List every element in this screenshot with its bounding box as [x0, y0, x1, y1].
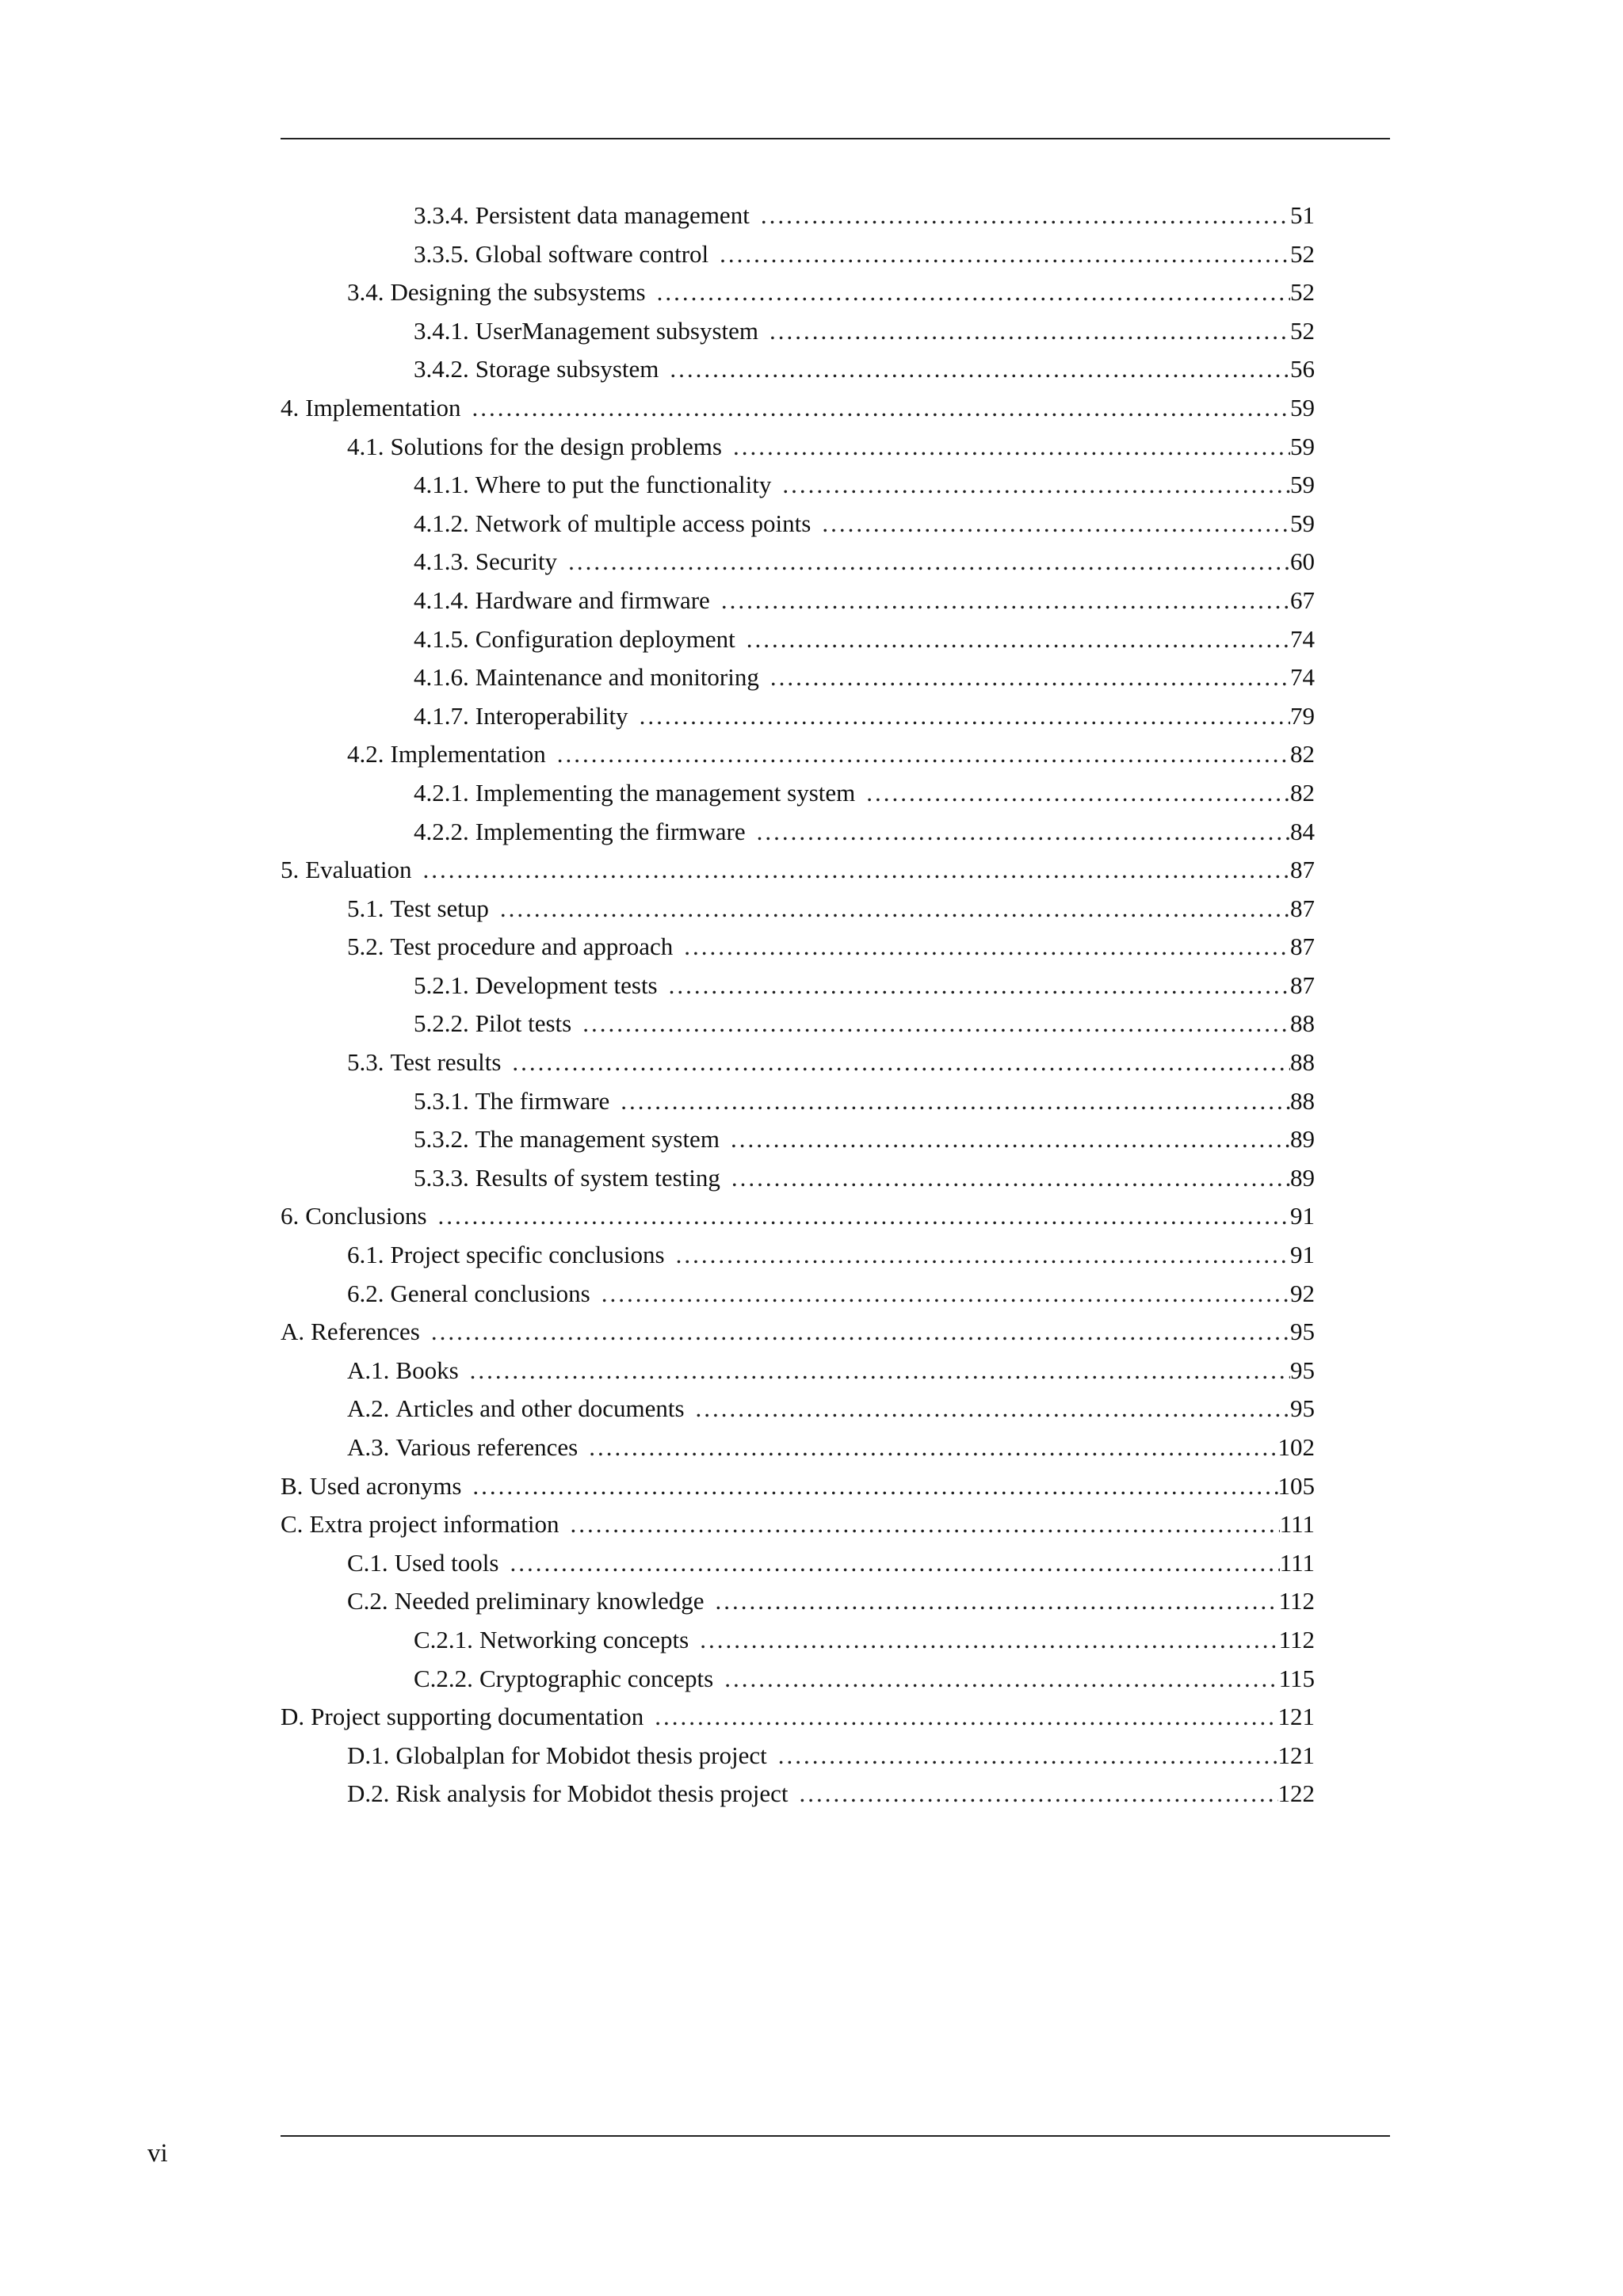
- toc-entry-page: 112: [1278, 1625, 1315, 1653]
- toc-entry-number: C.2.1.: [414, 1625, 473, 1653]
- toc-entry-title: Storage subsystem: [475, 355, 659, 383]
- toc-entry-title: Needed preliminary knowledge: [394, 1587, 705, 1615]
- dot-leader: [684, 928, 1290, 967]
- toc-entry[interactable]: [281, 350, 1315, 389]
- toc-entry-page: 74: [1290, 624, 1315, 653]
- dot-leader: [601, 1275, 1290, 1314]
- toc-entry-number: 5.3.: [347, 1048, 384, 1077]
- toc-entry-title: Networking concepts: [479, 1625, 689, 1653]
- dot-leader: [676, 1236, 1290, 1275]
- toc-entry-page: 52: [1290, 278, 1315, 307]
- toc-entry-title: Network of multiple access points: [475, 509, 812, 537]
- toc-entry-number: 6.2.: [347, 1279, 384, 1307]
- toc-entry-number: 6.1.: [347, 1241, 384, 1269]
- toc-entry-page: 82: [1290, 740, 1315, 769]
- dot-leader: [761, 196, 1290, 235]
- toc-entry-title: Implementation: [390, 740, 546, 769]
- dot-leader: [423, 851, 1290, 890]
- dot-leader: [512, 1043, 1290, 1082]
- toc-entry-title: Configuration deployment: [475, 624, 735, 653]
- toc-entry-number: 5.3.3.: [414, 1163, 469, 1192]
- toc-entry-number: 4.2.1.: [414, 778, 469, 807]
- toc-entry-title: Where to put the functionality: [475, 471, 772, 499]
- dot-leader: [731, 1159, 1290, 1198]
- dot-leader: [557, 735, 1290, 774]
- toc-entry-page: 122: [1277, 1779, 1315, 1808]
- toc-entry-page: 56: [1290, 355, 1315, 383]
- toc-entry-number: 3.3.5.: [414, 239, 469, 268]
- dot-leader: [510, 1544, 1279, 1583]
- toc-entry[interactable]: [281, 1660, 1315, 1699]
- toc-entry-title: Test setup: [390, 894, 489, 922]
- toc-entry-title: Articles and other documents: [395, 1394, 685, 1423]
- toc-entry-title: Test results: [390, 1048, 502, 1077]
- toc-entry-title: Evaluation: [305, 856, 412, 884]
- toc-entry-page: 95: [1290, 1318, 1315, 1346]
- toc-entry-title: Results of system testing: [475, 1163, 720, 1192]
- dot-leader: [778, 1737, 1278, 1775]
- toc-entry[interactable]: [281, 851, 1315, 890]
- toc-entry[interactable]: [281, 1775, 1315, 1814]
- header-rule: [281, 138, 1390, 139]
- toc-entry-page: 59: [1290, 509, 1315, 537]
- toc-entry-number: 4.1.2.: [414, 509, 469, 537]
- dot-leader: [438, 1197, 1290, 1236]
- toc-entry-page: 91: [1290, 1241, 1315, 1269]
- toc-entry-number: 5.2.1.: [414, 971, 469, 999]
- toc-entry-page: 59: [1290, 432, 1315, 460]
- toc-entry-title: UserManagement subsystem: [475, 316, 759, 345]
- toc-entry-page: 52: [1290, 239, 1315, 268]
- toc-entry-number: 5.2.2.: [414, 1009, 469, 1038]
- toc-entry[interactable]: [281, 273, 1315, 312]
- toc-entry[interactable]: [281, 1159, 1315, 1198]
- toc-entry-title: Maintenance and monitoring: [475, 663, 759, 692]
- toc-entry-title: Implementation: [305, 393, 461, 421]
- toc-entry-title: Persistent data management: [475, 201, 750, 229]
- dot-leader: [696, 1390, 1290, 1428]
- toc-entry-title: Global software control: [475, 239, 709, 268]
- toc-entry-title: Project specific conclusions: [390, 1241, 665, 1269]
- toc-entry-number: A.1.: [347, 1356, 390, 1384]
- toc-entry-title: Used tools: [394, 1548, 499, 1577]
- toc-entry-number: 4.2.2.: [414, 817, 469, 845]
- toc-entry-page: 111: [1279, 1510, 1315, 1539]
- toc-entry-number: A.2.: [347, 1394, 390, 1423]
- toc-entry-title: Interoperability: [475, 701, 628, 730]
- toc-entry[interactable]: [281, 735, 1315, 774]
- dot-leader: [571, 1505, 1280, 1544]
- toc-entry-page: 82: [1290, 778, 1315, 807]
- dot-leader: [568, 543, 1290, 582]
- toc-entry-title: Globalplan for Mobidot thesis project: [395, 1741, 767, 1769]
- toc-entry-number: 6.: [281, 1202, 300, 1230]
- toc-entry-title: General conclusions: [390, 1279, 590, 1307]
- toc-entry-number: 3.3.4.: [414, 201, 469, 229]
- dot-leader: [472, 1467, 1277, 1506]
- toc-entry[interactable]: [281, 1043, 1315, 1082]
- toc-entry-number: 4.1.: [347, 432, 384, 460]
- toc-entry[interactable]: [281, 1582, 1315, 1621]
- toc-entry[interactable]: [281, 466, 1315, 505]
- toc-entry-title: Cryptographic concepts: [479, 1664, 714, 1692]
- toc-entry-number: 4.1.1.: [414, 471, 469, 499]
- toc-entry-number: B.: [281, 1471, 304, 1500]
- toc-entry-page: 88: [1290, 1048, 1315, 1077]
- toc-entry-number: A.: [281, 1318, 305, 1346]
- toc-entry-title: Designing the subsystems: [390, 278, 646, 307]
- toc-entry[interactable]: [281, 774, 1315, 813]
- toc-entry-number: 5.1.: [347, 894, 384, 922]
- toc-entry-page: 89: [1290, 1125, 1315, 1154]
- dot-leader: [747, 620, 1290, 659]
- footer-rule: [281, 2135, 1390, 2137]
- toc-entry-page: 91: [1290, 1202, 1315, 1230]
- dot-leader: [731, 1120, 1290, 1159]
- toc-entry-page: 74: [1290, 663, 1315, 692]
- toc-entry-number: C.1.: [347, 1548, 388, 1577]
- toc-entry[interactable]: [281, 1120, 1315, 1159]
- toc-entry-title: Used acronyms: [309, 1471, 462, 1500]
- dot-leader: [582, 1005, 1290, 1043]
- toc-entry[interactable]: [281, 235, 1315, 274]
- page-number: vi: [147, 2139, 168, 2168]
- toc-entry[interactable]: [281, 196, 1315, 235]
- toc-entry[interactable]: [281, 813, 1315, 852]
- toc-entry-title: Books: [395, 1356, 459, 1384]
- toc-entry-title: Various references: [395, 1433, 579, 1461]
- toc-entry-number: 5.: [281, 856, 300, 884]
- toc-entry[interactable]: [281, 928, 1315, 967]
- toc-entry-title: The management system: [475, 1125, 720, 1154]
- toc-entry[interactable]: [281, 697, 1315, 736]
- toc-entry-number: 3.4.1.: [414, 316, 469, 345]
- toc-entry[interactable]: [281, 1275, 1315, 1314]
- toc-entry[interactable]: [281, 1621, 1315, 1660]
- toc-entry-title: Implementing the firmware: [475, 817, 746, 845]
- toc-entry-page: 67: [1290, 585, 1315, 614]
- dot-leader: [770, 658, 1290, 697]
- toc-entry[interactable]: [281, 1352, 1315, 1390]
- toc-entry-title: Implementing the management system: [475, 778, 856, 807]
- toc-entry-title: Hardware and firmware: [475, 585, 710, 614]
- toc-entry-number: D.: [281, 1703, 305, 1731]
- toc-entry-number: 4.: [281, 393, 300, 421]
- toc-entry-number: 4.1.5.: [414, 624, 469, 653]
- toc-entry-number: C.2.: [347, 1587, 388, 1615]
- toc-entry-page: 87: [1290, 933, 1315, 961]
- toc-entry-number: 4.2.: [347, 740, 384, 769]
- toc-entry-page: 87: [1290, 971, 1315, 999]
- toc-entry-page: 51: [1290, 201, 1315, 229]
- toc-entry[interactable]: [281, 620, 1315, 659]
- toc-entry-number: 4.1.3.: [414, 547, 469, 576]
- toc-entry[interactable]: [281, 1390, 1315, 1428]
- dot-leader: [716, 1582, 1279, 1621]
- dot-leader: [721, 582, 1290, 620]
- toc-entry-page: 121: [1277, 1703, 1315, 1731]
- toc-entry-page: 88: [1290, 1009, 1315, 1038]
- toc-entry-page: 88: [1290, 1086, 1315, 1115]
- toc-entry-number: D.2.: [347, 1779, 390, 1808]
- toc-entry-page: 59: [1290, 471, 1315, 499]
- dot-leader: [769, 312, 1290, 351]
- toc-entry[interactable]: [281, 1428, 1315, 1467]
- dot-leader: [799, 1775, 1277, 1814]
- dot-leader: [500, 890, 1290, 929]
- toc-entry-page: 52: [1290, 316, 1315, 345]
- toc-entry-title: The firmware: [475, 1086, 610, 1115]
- toc-entry-number: 5.3.1.: [414, 1086, 469, 1115]
- toc-entry[interactable]: [281, 505, 1315, 543]
- toc-entry-page: 87: [1290, 894, 1315, 922]
- toc-entry-number: D.1.: [347, 1741, 390, 1769]
- toc-entry-title: Security: [475, 547, 558, 576]
- dot-leader: [670, 350, 1290, 389]
- toc-entry-title: Pilot tests: [475, 1009, 572, 1038]
- toc-entry-number: 3.4.2.: [414, 355, 469, 383]
- dot-leader: [431, 1313, 1290, 1352]
- toc-entry[interactable]: [281, 543, 1315, 582]
- toc-entry-page: 87: [1290, 856, 1315, 884]
- dot-leader: [655, 1698, 1277, 1737]
- toc-entry[interactable]: [281, 1467, 1315, 1506]
- toc-entry[interactable]: [281, 1698, 1315, 1737]
- toc-entry-page: 60: [1290, 547, 1315, 576]
- toc-entry-title: Extra project information: [309, 1510, 559, 1539]
- toc-entry[interactable]: [281, 1082, 1315, 1121]
- dot-leader: [757, 813, 1290, 852]
- toc-entry-page: 59: [1290, 393, 1315, 421]
- toc-entry[interactable]: [281, 1737, 1315, 1775]
- toc-entry-page: 95: [1290, 1356, 1315, 1384]
- toc-entry-page: 84: [1290, 817, 1315, 845]
- toc-entry-page: 112: [1278, 1587, 1315, 1615]
- dot-leader: [640, 697, 1290, 736]
- dot-leader: [733, 428, 1290, 467]
- toc-entry-page: 95: [1290, 1394, 1315, 1423]
- toc-entry-title: Development tests: [475, 971, 658, 999]
- toc-entry[interactable]: [281, 1005, 1315, 1043]
- dot-leader: [470, 1352, 1290, 1390]
- toc-entry-page: 79: [1290, 701, 1315, 730]
- toc-entry-title: Solutions for the design problems: [390, 432, 722, 460]
- toc-entry-number: C.: [281, 1510, 304, 1539]
- toc-entry-page: 102: [1277, 1433, 1315, 1461]
- toc-entry[interactable]: [281, 890, 1315, 929]
- toc-entry[interactable]: [281, 1197, 1315, 1236]
- dot-leader: [724, 1660, 1278, 1699]
- toc-entry-number: C.2.2.: [414, 1664, 473, 1692]
- dot-leader: [720, 235, 1290, 274]
- toc-entry-number: 4.1.4.: [414, 585, 469, 614]
- toc-entry-title: Conclusions: [305, 1202, 427, 1230]
- toc-entry-page: 92: [1290, 1279, 1315, 1307]
- dot-leader: [657, 273, 1290, 312]
- toc-entry-number: 4.1.7.: [414, 701, 469, 730]
- dot-leader: [621, 1082, 1290, 1121]
- table-of-contents: [281, 196, 1315, 1814]
- toc-entry-number: 5.3.2.: [414, 1125, 469, 1154]
- toc-entry[interactable]: [281, 428, 1315, 467]
- dot-leader: [700, 1621, 1278, 1660]
- toc-entry-page: 121: [1277, 1741, 1315, 1769]
- toc-entry-title: Test procedure and approach: [390, 933, 674, 961]
- toc-entry[interactable]: [281, 1313, 1315, 1352]
- toc-entry-number: 4.1.6.: [414, 663, 469, 692]
- dot-leader: [589, 1428, 1277, 1467]
- toc-entry[interactable]: [281, 1544, 1315, 1583]
- toc-entry-number: 3.4.: [347, 278, 384, 307]
- toc-entry-number: 5.2.: [347, 933, 384, 961]
- dot-leader: [669, 967, 1290, 1005]
- dot-leader: [782, 466, 1290, 505]
- dot-leader: [472, 389, 1290, 428]
- toc-entry[interactable]: [281, 389, 1315, 428]
- toc-entry-title: References: [311, 1318, 420, 1346]
- toc-entry[interactable]: [281, 1505, 1315, 1544]
- toc-entry-title: Risk analysis for Mobidot thesis project: [395, 1779, 789, 1808]
- toc-entry[interactable]: [281, 1236, 1315, 1275]
- toc-entry-page: 115: [1278, 1664, 1315, 1692]
- toc-entry-page: 89: [1290, 1163, 1315, 1192]
- toc-entry-title: Project supporting documentation: [311, 1703, 644, 1731]
- toc-entry-number: A.3.: [347, 1433, 390, 1461]
- toc-entry[interactable]: [281, 967, 1315, 1005]
- toc-entry[interactable]: [281, 582, 1315, 620]
- toc-entry[interactable]: [281, 312, 1315, 351]
- toc-entry-page: 111: [1279, 1548, 1315, 1577]
- dot-leader: [822, 505, 1290, 543]
- toc-entry[interactable]: [281, 658, 1315, 697]
- toc-entry-page: 105: [1277, 1471, 1315, 1500]
- dot-leader: [866, 774, 1290, 813]
